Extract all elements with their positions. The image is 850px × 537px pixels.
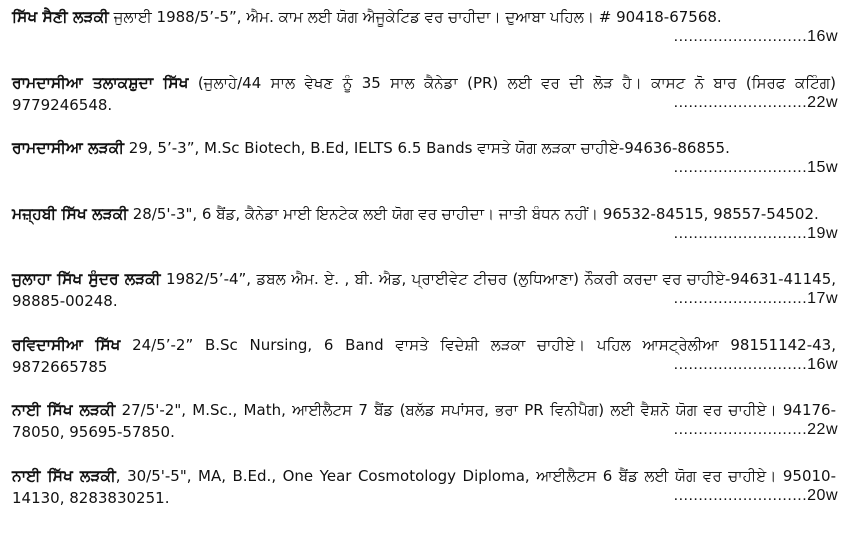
ad-code: ...........................19w bbox=[673, 224, 838, 242]
ad-heading: ਸਿੱਖ ਸੈਣੀ ਲੜਕੀ bbox=[12, 8, 109, 26]
ad-body: 29, 5’-3”, M.Sc Biotech, B.Ed, IELTS 6.5 Bands ਵਾਸਤੇ ਯੋਗ ਲੜਕਾ ਚਾਹੀਏ-94636-86855. bbox=[124, 139, 730, 157]
ad-body: 28/5'-3", 6 ਬੈਂਡ, ਕੈਨੇਡਾ ਮਾਈ ਇਨਟੇਕ ਲਈ ਯੋਗ ਵਰ ਚਾਹੀਦਾ। ਜਾਤੀ ਬੰਧਨ ਨਹੀਂ। 96532-84515, 98557-54502. bbox=[127, 204, 819, 223]
ad-heading: ਜੁਲਾਹਾ ਸਿੱਖ ਸੁੰਦਰ ਲੜਕੀ bbox=[12, 270, 161, 288]
ad-text bbox=[12, 6, 840, 28]
ad-code: ...........................20w bbox=[673, 486, 838, 504]
classified-ad bbox=[12, 6, 840, 72]
ad-heading: ਨਾਈ ਸਿੱਖ ਲੜਕੀ bbox=[12, 401, 116, 419]
ad-body: 27/5'-2", M.Sc., Math, ਆਈਲੈਟਸ 7 ਬੈਂਡ (ਬਲੱਡ ਸਪਾਂਸਰ, ਭਰਾ PR ਵਿਨੀਪੈਗ) ਲਈ ਵੈਸ਼ਨੋ ਯੋਗ ਵਰ ਚਾਹੀਏ। 94176-78050, 95695-57850. bbox=[12, 401, 836, 441]
ad-body: (ਜੁਲਾਹੇ/44 ਸਾਲ ਵੇਖਣ ਨੂੰ 35 ਸਾਲ ਕੈਨੇਡਾ (PR) ਲਈ ਵਰ ਦੀ ਲੋੜ ਹੈ। ਕਾਸਟ ਨੋ ਬਾਰ (ਸਿਰਫ ਕਟਿੰਗ) 9779246548. bbox=[12, 73, 836, 114]
classified-ad bbox=[12, 334, 840, 400]
ad-code: ...........................15w bbox=[673, 159, 838, 176]
classified-ad bbox=[12, 268, 840, 334]
ad-heading: ਰਵਿਦਾਸੀਆ ਸਿੱਖ bbox=[12, 335, 121, 354]
ad-heading: ਨਾਈ ਸਿੱਖ ਲੜਕੀ bbox=[12, 466, 116, 485]
ad-code: ...........................17w bbox=[673, 290, 838, 307]
classified-ad bbox=[12, 465, 840, 531]
classified-ad bbox=[12, 72, 840, 138]
ad-text bbox=[12, 137, 840, 159]
ad-code: ...........................16w bbox=[673, 355, 838, 373]
classified-ad bbox=[12, 203, 840, 269]
ad-code: ...........................22w bbox=[673, 93, 838, 111]
ad-body: 1982/5’-4”, ਡਬਲ ਐਮ. ਏ. , ਬੀ. ਐਡ, ਪ੍ਰਾਈਵੇਟ ਟੀਚਰ (ਲੁਧਿਆਣਾ) ਨੌਕਰੀ ਕਰਦਾ ਵਰ ਚਾਹੀਏ-94631-41145, 98885-00248. bbox=[12, 270, 836, 310]
ad-heading: ਰਾਮਦਾਸੀਆ ਲੜਕੀ bbox=[12, 139, 125, 157]
ad-code: ...........................22w bbox=[673, 421, 838, 438]
ad-code: ...........................16w bbox=[673, 28, 838, 45]
classified-ad bbox=[12, 137, 840, 203]
classified-ad bbox=[12, 399, 840, 465]
ad-body: ਜੁਲਾਈ 1988/5’-5”, ਐਮ. ਕਾਮ ਲਈ ਯੋਗ ਐਜੂਕੇਟਿਡ ਵਰ ਚਾਹੀਦਾ। ਦੁਆਬਾ ਪਹਿਲ। # 90418-67568. bbox=[108, 8, 722, 26]
ad-text bbox=[12, 203, 840, 225]
ad-heading: ਮਜ਼੍ਹਬੀ ਸਿੱਖ ਲੜਕੀ bbox=[12, 204, 128, 223]
ad-body: 24/5’-2” B.Sc Nursing, 6 Band ਵਾਸਤੇ ਵਿਦੇਸ਼ੀ ਲੜਕਾ ਚਾਹੀਏ। ਪਹਿਲ ਆਸਟ੍ਰੇਲੀਆ 98151142-43, 9872665785 bbox=[12, 335, 836, 376]
ad-heading: ਰਾਮਦਾਸੀਆ ਤਲਾਕਸ਼ੁਦਾ ਸਿੱਖ bbox=[12, 73, 189, 92]
classified-ads-list bbox=[12, 6, 840, 530]
ad-body: , 30/5'-5", MA, B.Ed., One Year Cosmotology Diploma, ਆਈਲੈਟਸ 6 ਬੈਂਡ ਲਈ ਯੋਗ ਵਰ ਚਾਹੀਏ। 95010-14130, 8283830251. bbox=[12, 466, 836, 507]
